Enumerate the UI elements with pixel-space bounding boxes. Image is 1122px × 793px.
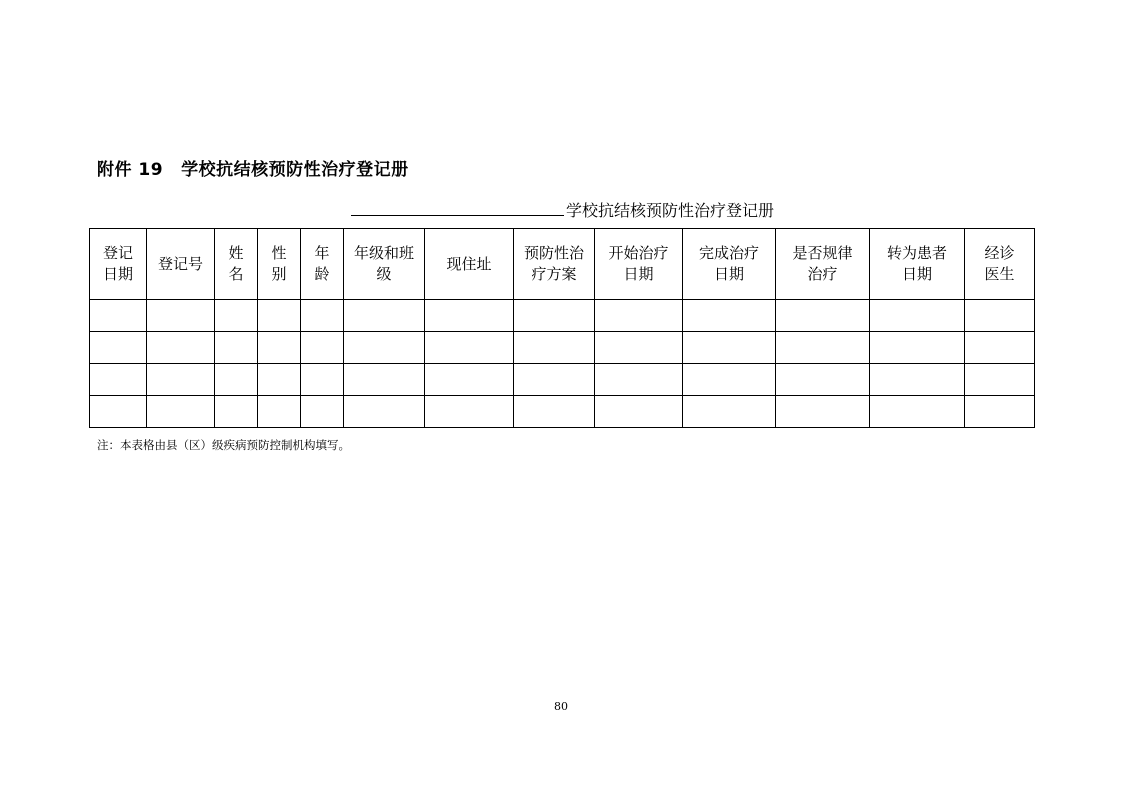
table-cell[interactable]	[344, 364, 425, 396]
table-cell[interactable]	[425, 364, 514, 396]
column-header-doctor: 经诊 医生	[965, 229, 1035, 300]
table-row	[90, 332, 1035, 364]
table-cell[interactable]	[344, 300, 425, 332]
column-header-name: 姓 名	[215, 229, 258, 300]
column-header-completion-date: 完成治疗 日期	[683, 229, 776, 300]
table-cell[interactable]	[258, 332, 301, 364]
table-cell[interactable]	[965, 332, 1035, 364]
table-cell[interactable]	[147, 364, 215, 396]
table-cell[interactable]	[301, 396, 344, 428]
table-cell[interactable]	[344, 332, 425, 364]
table-cell[interactable]	[965, 364, 1035, 396]
table-cell[interactable]	[514, 396, 595, 428]
table-row	[90, 364, 1035, 396]
column-header-became-patient-date: 转为患者 日期	[870, 229, 965, 300]
column-header-treatment-regimen: 预防性治 疗方案	[514, 229, 595, 300]
column-header-current-address: 现住址	[425, 229, 514, 300]
table-cell[interactable]	[344, 396, 425, 428]
table-cell[interactable]	[147, 396, 215, 428]
table-cell[interactable]	[90, 364, 147, 396]
table-cell[interactable]	[683, 396, 776, 428]
table-cell[interactable]	[425, 332, 514, 364]
table-cell[interactable]	[514, 332, 595, 364]
table-cell[interactable]	[90, 396, 147, 428]
table-cell[interactable]	[683, 332, 776, 364]
table-cell[interactable]	[215, 396, 258, 428]
table-cell[interactable]	[595, 364, 683, 396]
table-cell[interactable]	[870, 300, 965, 332]
table-cell[interactable]	[683, 300, 776, 332]
table-cell[interactable]	[595, 332, 683, 364]
table-cell[interactable]	[965, 396, 1035, 428]
table-row	[90, 300, 1035, 332]
table-cell[interactable]	[425, 300, 514, 332]
table-cell[interactable]	[870, 332, 965, 364]
table-cell[interactable]	[965, 300, 1035, 332]
table-cell[interactable]	[301, 332, 344, 364]
form-title: 学校抗结核预防性治疗登记册	[566, 201, 775, 220]
footnote: 注：本表格由县（区）级疾病预防控制机构填写。	[97, 438, 350, 452]
register-table	[89, 228, 1035, 428]
table-cell[interactable]	[776, 332, 870, 364]
table-cell[interactable]	[301, 364, 344, 396]
column-header-regular-treatment: 是否规律 治疗	[776, 229, 870, 300]
table-cell[interactable]	[215, 332, 258, 364]
table-cell[interactable]	[90, 332, 147, 364]
table-cell[interactable]	[776, 396, 870, 428]
table-cell[interactable]	[258, 396, 301, 428]
column-header-register-number: 登记号	[147, 229, 215, 300]
table-cell[interactable]	[683, 364, 776, 396]
table-cell[interactable]	[147, 300, 215, 332]
table-cell[interactable]	[870, 364, 965, 396]
attachment-label: 附件 19	[97, 160, 164, 180]
table-cell[interactable]	[514, 300, 595, 332]
page-number: 80	[554, 700, 568, 713]
table-cell[interactable]	[595, 300, 683, 332]
table-cell[interactable]	[301, 300, 344, 332]
header-row	[90, 229, 1035, 300]
column-header-grade-class: 年级和班 级	[344, 229, 425, 300]
document-heading	[97, 155, 409, 180]
heading-title: 学校抗结核预防性治疗登记册	[181, 160, 409, 180]
table-cell[interactable]	[776, 300, 870, 332]
table-cell[interactable]	[258, 300, 301, 332]
table-cell[interactable]	[258, 364, 301, 396]
table-cell[interactable]	[870, 396, 965, 428]
table-cell[interactable]	[147, 332, 215, 364]
column-header-age: 年 龄	[301, 229, 344, 300]
table-cell[interactable]	[215, 364, 258, 396]
table-cell[interactable]	[215, 300, 258, 332]
table-cell[interactable]	[776, 364, 870, 396]
table-row	[90, 396, 1035, 428]
column-header-register-date: 登记 日期	[90, 229, 147, 300]
column-header-sex: 性 别	[258, 229, 301, 300]
table-cell[interactable]	[514, 364, 595, 396]
table-cell[interactable]	[90, 300, 147, 332]
school-name-blank-line	[351, 215, 564, 216]
table-cell[interactable]	[425, 396, 514, 428]
table-cell[interactable]	[595, 396, 683, 428]
column-header-start-date: 开始治疗 日期	[595, 229, 683, 300]
